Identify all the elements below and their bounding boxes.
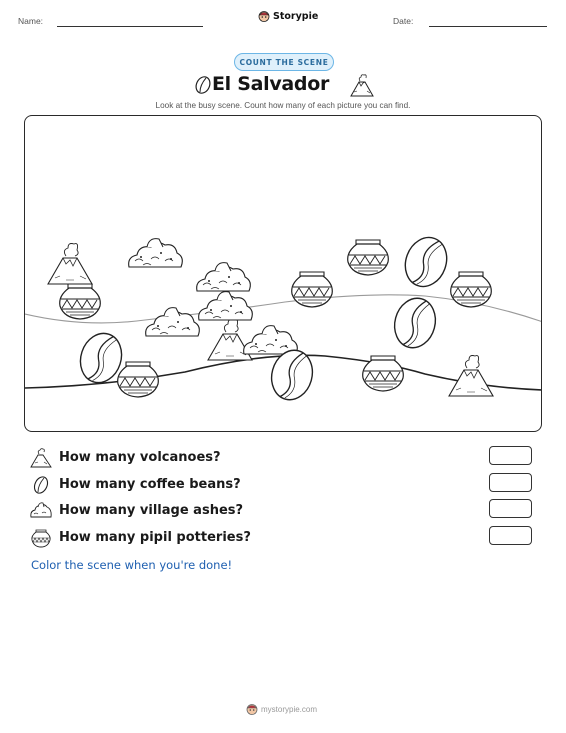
date-line[interactable]: [429, 26, 547, 27]
question-row-village-ashes: [30, 499, 540, 526]
bean-scene-2: [389, 294, 441, 353]
answer-box-volcanoes[interactable]: [489, 446, 532, 465]
worksheet-header: [0, 0, 566, 40]
answer-box-coffee-beans[interactable]: [489, 473, 532, 492]
question-text: How many volcanoes?: [59, 450, 221, 465]
question-row-coffee-beans: [30, 473, 540, 500]
footer-url[interactable]: mystorypie.com: [261, 704, 318, 714]
footer: [246, 703, 317, 715]
ash-scene-2: [197, 263, 251, 291]
question-text: How many coffee beans?: [59, 476, 241, 492]
volcano-icon: [30, 448, 52, 468]
ash-scene-3: [199, 292, 253, 320]
answer-box-pipil-potteries[interactable]: [489, 526, 532, 545]
pot-scene-1: [60, 284, 101, 319]
page-title: El Salvador: [212, 73, 330, 95]
pot-scene-2: [348, 240, 389, 275]
instruction-text: Look at the busy scene. Count how many of each picture you can find.: [155, 101, 411, 110]
color-instruction: Color the scene when you're done!: [31, 558, 233, 572]
name-line[interactable]: [57, 26, 203, 27]
brand-logo: [258, 10, 318, 22]
title-row: [0, 72, 566, 100]
pot-scene-5: [118, 362, 159, 397]
storypie-mascot-icon: [258, 10, 270, 22]
question-row-pipil-potteries: [30, 526, 540, 553]
pot-scene-4: [451, 272, 492, 307]
name-label: Name:: [18, 16, 44, 26]
answer-box-village-ashes[interactable]: [489, 499, 532, 518]
question-text: How many village ashes?: [59, 503, 244, 518]
village-ashes-icon: [30, 501, 52, 521]
volcano-scene-3: [449, 356, 493, 397]
coffee-bean-icon: [30, 475, 52, 495]
volcano-scene-1: [48, 244, 92, 285]
busy-scene: [24, 115, 542, 432]
volcano-icon: [349, 72, 375, 98]
date-label: Date:: [393, 16, 414, 26]
pipil-pottery-icon: [30, 528, 52, 548]
question-row-volcanoes: [30, 446, 540, 473]
pot-scene-3: [292, 272, 333, 307]
ash-scene-5: [244, 326, 298, 354]
question-list: [30, 446, 540, 552]
coffee-bean-icon: [194, 75, 212, 95]
brand-name: Storypie: [273, 10, 319, 22]
count-the-scene-badge: COUNT THE SCENE: [234, 53, 334, 71]
ash-scene-4: [146, 308, 200, 336]
bean-scene-1: [399, 232, 454, 293]
question-text: How many pipil potteries?: [59, 529, 251, 545]
storypie-mascot-icon: [246, 703, 258, 715]
ash-scene-1: [129, 239, 183, 267]
